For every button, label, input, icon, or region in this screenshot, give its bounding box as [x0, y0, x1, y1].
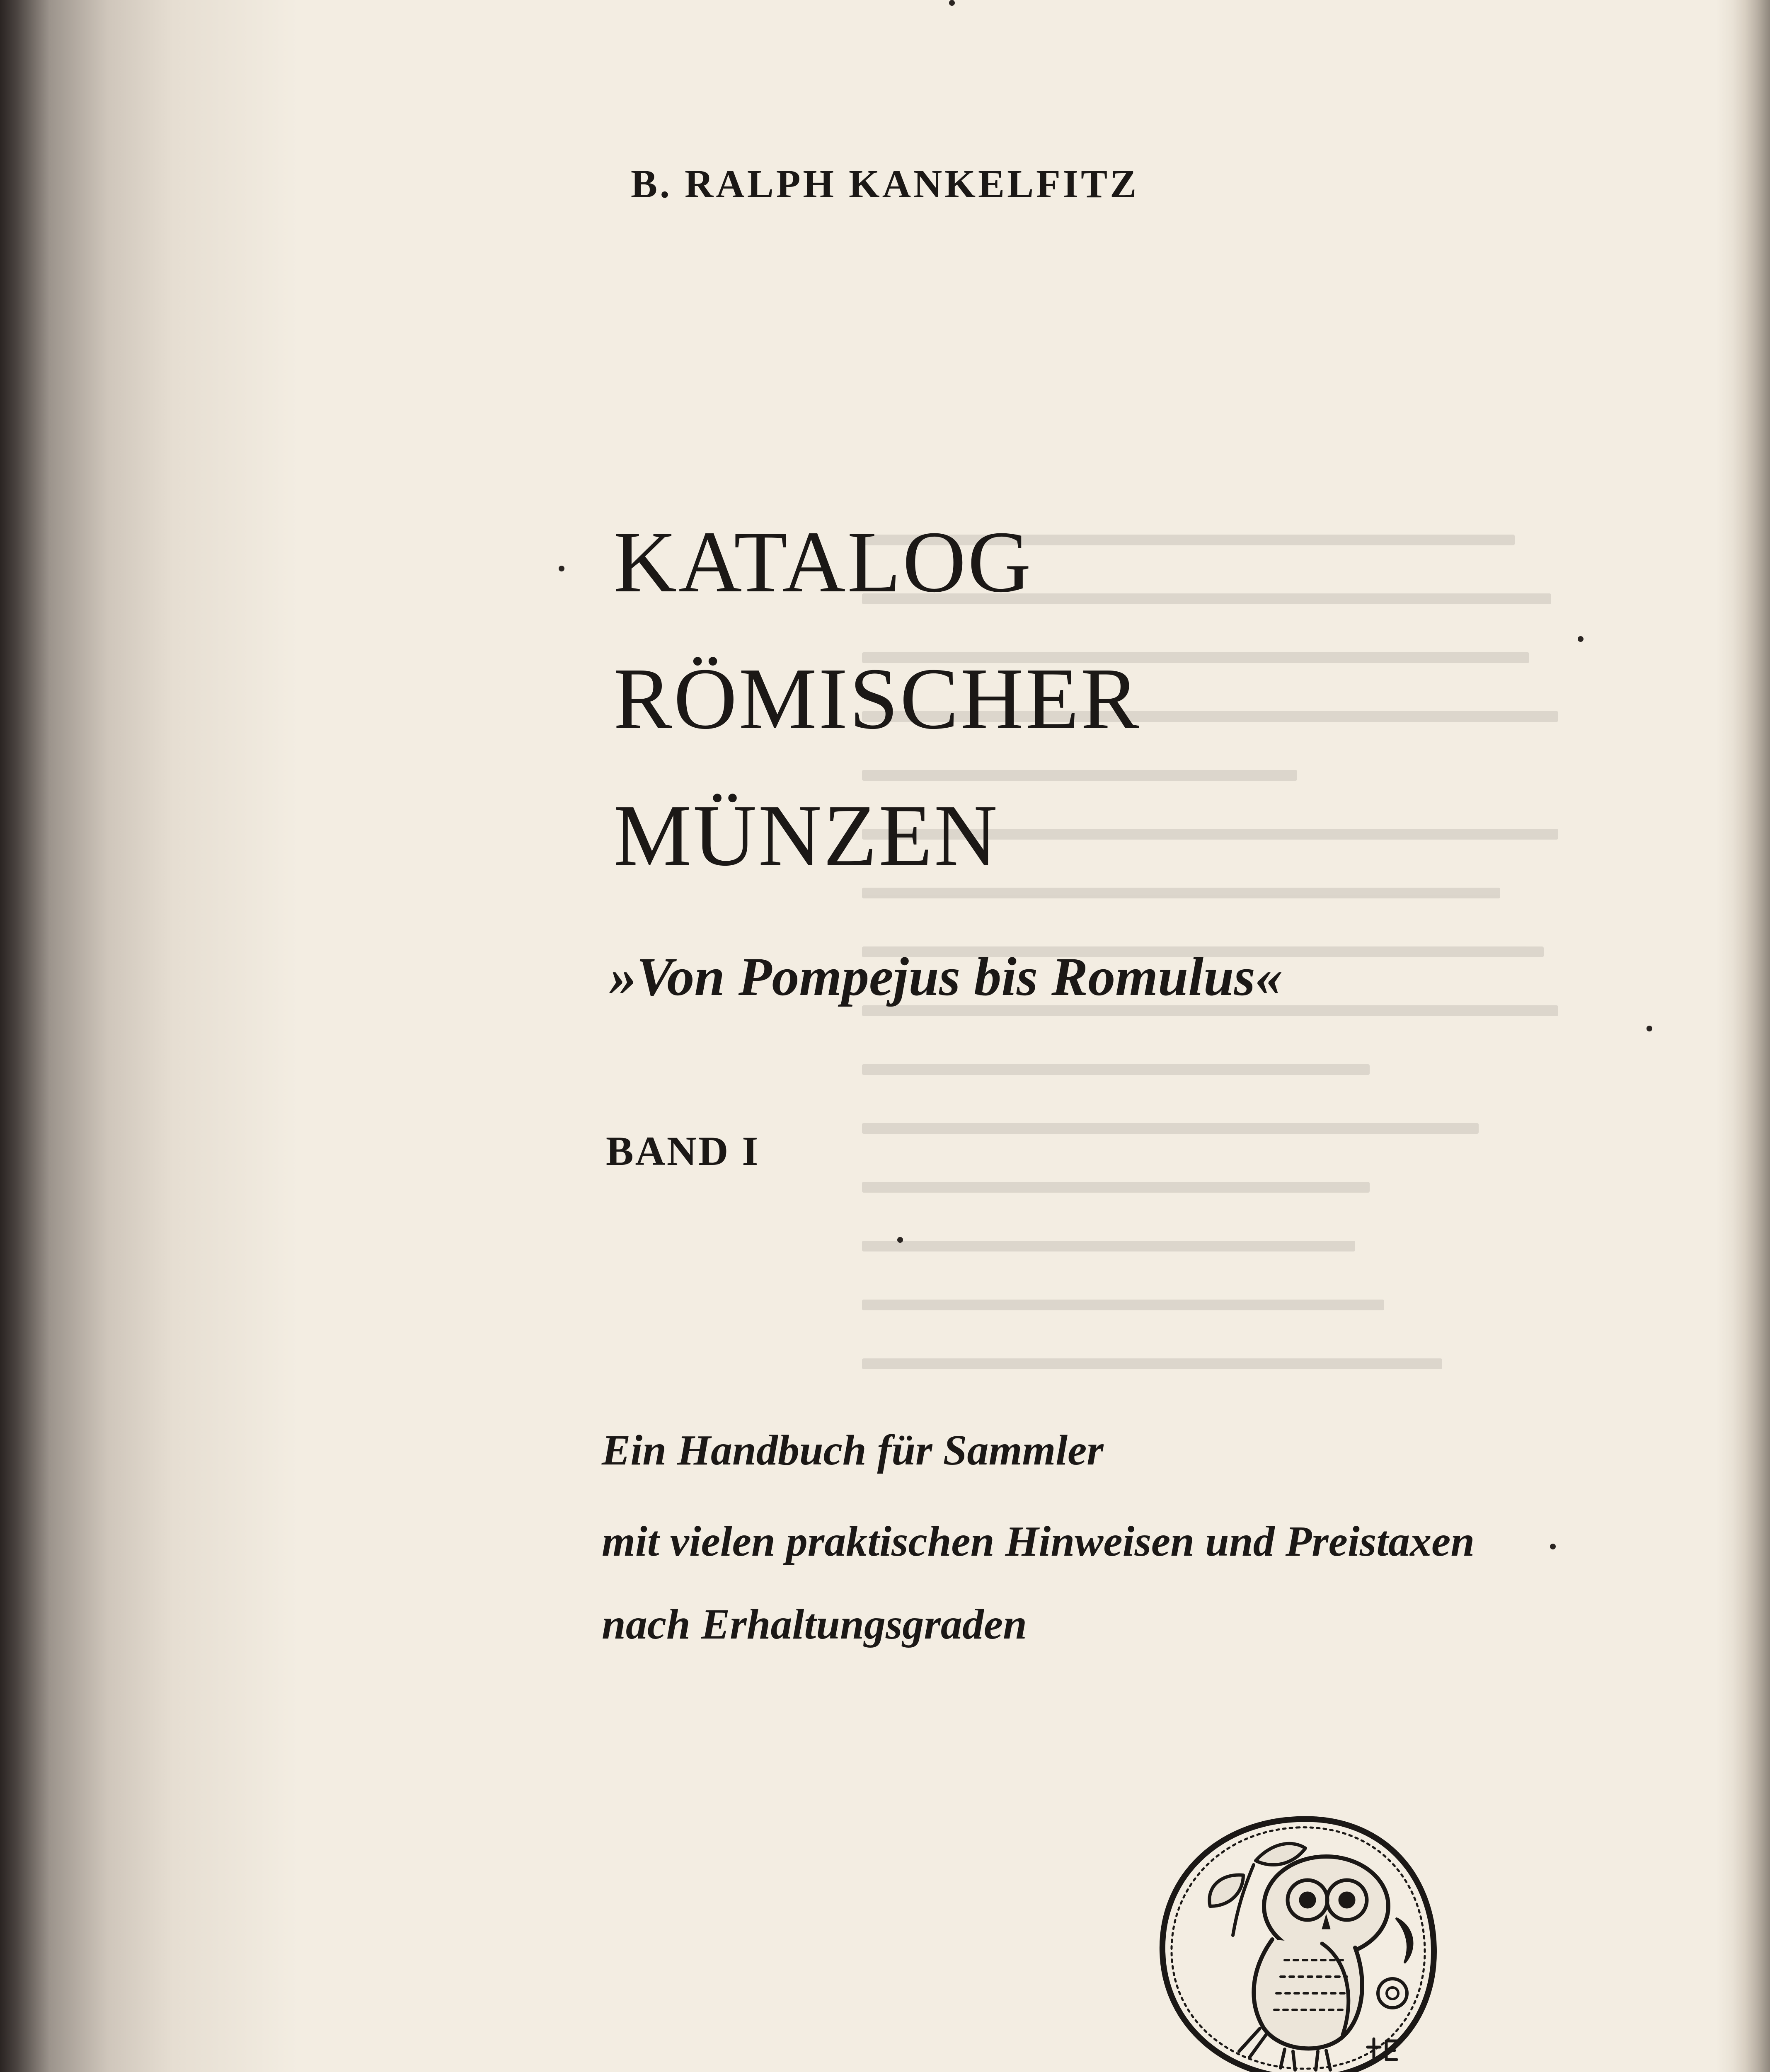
- title-line-3: MÜNZEN: [613, 787, 999, 884]
- volume-label: BAND I: [606, 1128, 760, 1174]
- print-speck: [559, 566, 564, 571]
- owl-coin-icon: [1148, 1803, 1446, 2072]
- title-line-2: RÖMISCHER: [613, 650, 1141, 747]
- description-line-2: mit vielen praktischen Hinweisen und Preistaxen: [602, 1518, 1475, 1565]
- binding-gutter-shadow: [0, 0, 298, 2072]
- print-speck: [1578, 636, 1584, 642]
- subtitle: »Von Pompejus bis Romulus«: [609, 946, 1283, 1007]
- print-speck: [1550, 1544, 1556, 1549]
- print-speck: [949, 0, 955, 6]
- print-speck: [897, 1237, 903, 1243]
- title-line-1: KATALOG: [613, 513, 1033, 610]
- print-speck: [1647, 1026, 1652, 1031]
- author-name: B. RALPH KANKELFITZ: [631, 162, 1139, 206]
- description-line-3: nach Erhaltungsgraden: [602, 1600, 1027, 1648]
- page-right-edge: [1716, 0, 1770, 2072]
- description-line-1: Ein Handbuch für Sammler: [602, 1426, 1104, 1474]
